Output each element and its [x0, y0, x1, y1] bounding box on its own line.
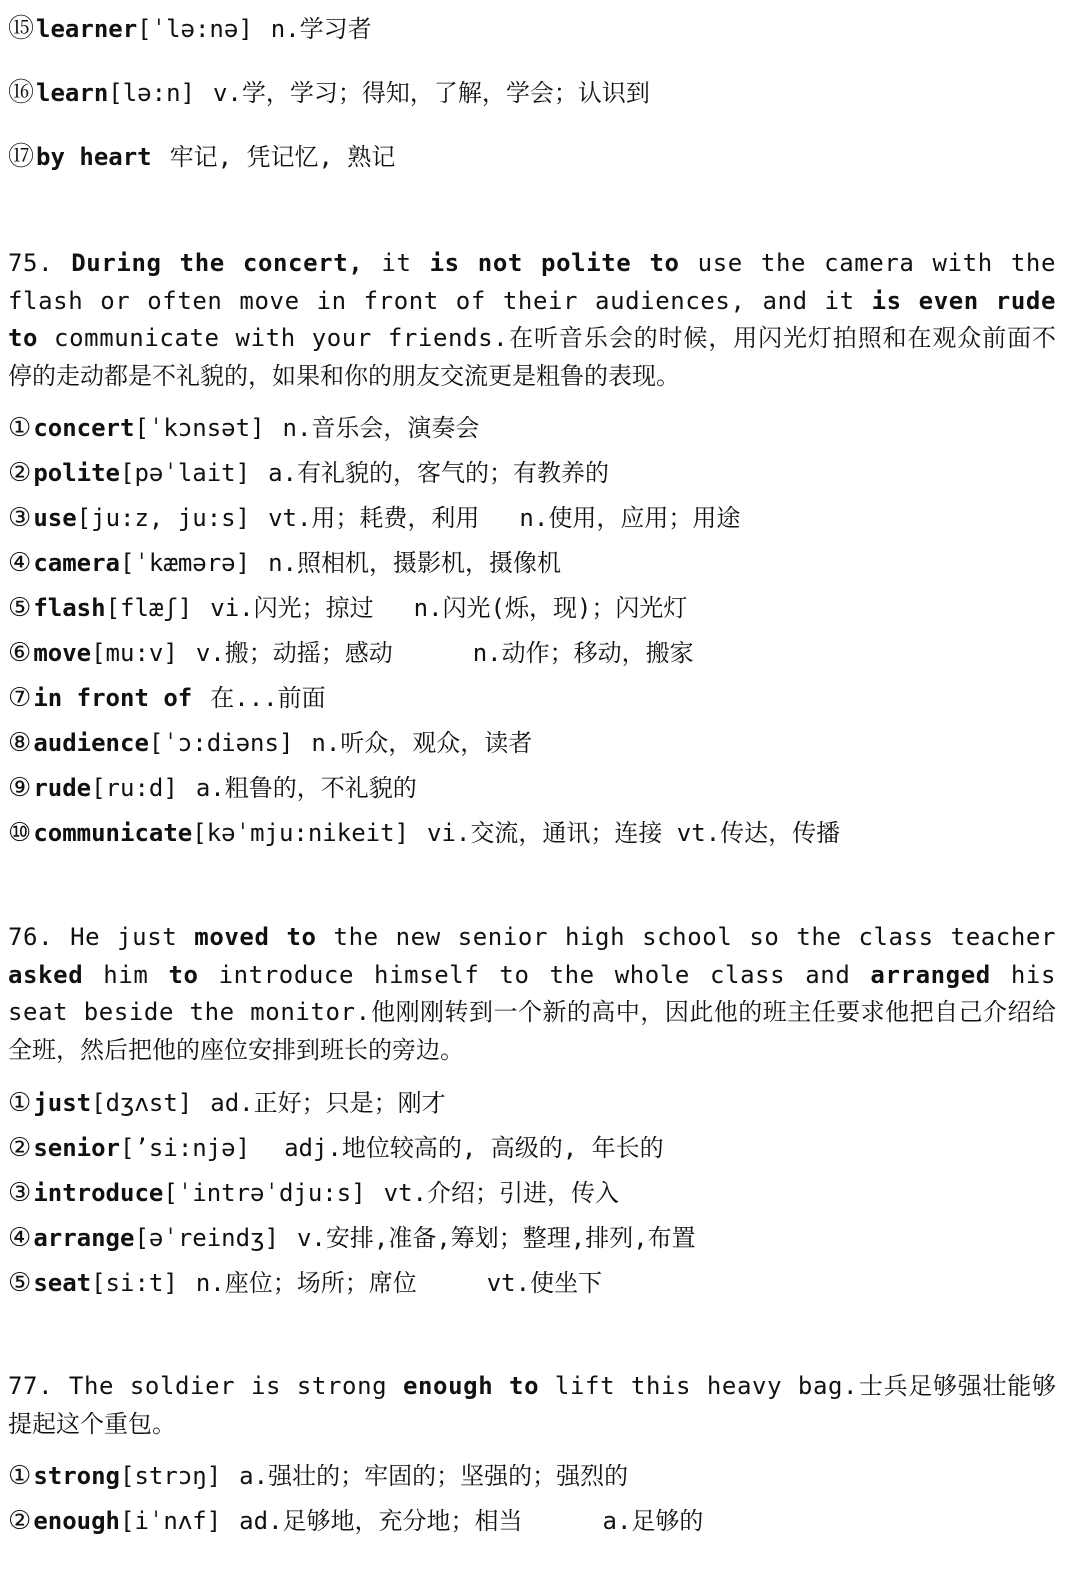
- entry-definition: n.照相机，摄影机，摄像机: [268, 549, 561, 577]
- entry-definition: n.听众，观众，读者: [311, 729, 533, 757]
- entry-definition: adj.地位较高的, 高级的, 年长的: [284, 1134, 664, 1162]
- entry-word: learn: [36, 79, 109, 107]
- entry-definition: n.座位；场所；席位: [195, 1269, 417, 1297]
- sentence-text: communicate with your friends.: [38, 324, 509, 352]
- sentence-key-phrase: During the concert,: [71, 249, 364, 277]
- entry-number: ②: [8, 458, 32, 488]
- sentence-key-phrase: enough to: [402, 1372, 540, 1400]
- entry-word: rude: [33, 774, 92, 802]
- entry-definition: v.搬；动摇；感动: [195, 639, 393, 667]
- entry-number: ⑰: [8, 142, 35, 172]
- entry-definition: vi.闪光；掠过: [210, 594, 374, 622]
- sentence-translation: 在听音乐会的时候，用闪光灯拍照和在观众前面不停的走动都是不礼貌的，如果和你的朋友交流更是粗鲁的表现。: [8, 324, 1056, 390]
- sentence-key-phrase: to: [168, 960, 199, 989]
- entry-definition: a.有礼貌的，客气的；有教养的: [268, 459, 609, 487]
- vocab-entry: [8, 548, 561, 578]
- entry-phonetic: [əˈreindʒ]: [134, 1224, 279, 1252]
- entry-phonetic: [kəˈmju:nikeit]: [192, 819, 410, 847]
- entry-number: ⑧: [8, 728, 32, 758]
- vocab-entry: [8, 1223, 696, 1253]
- sentence-text: 76. He just: [8, 923, 195, 951]
- entry-word: arrange: [33, 1224, 135, 1252]
- entry-phonetic: [pəˈlait]: [120, 459, 251, 487]
- sentence-text: introduce himself to the whole class and: [198, 960, 871, 989]
- vocab-entry: [8, 142, 395, 172]
- entry-definition-2: a.足够的: [602, 1507, 704, 1535]
- entry-definition: ad.足够地，充分地；相当: [239, 1507, 523, 1535]
- entry-phonetic: [si:t]: [91, 1269, 178, 1297]
- entry-number: ①: [8, 413, 32, 443]
- entry-phonetic: [ru:d]: [91, 774, 178, 802]
- entry-phonetic: [flæʃ]: [105, 594, 193, 622]
- sentence-75: [8, 245, 1056, 395]
- entry-phonetic: [iˈnʌf]: [120, 1507, 222, 1535]
- vocab-entry: [8, 1506, 703, 1536]
- entry-number: ④: [8, 1223, 32, 1253]
- entry-definition: a.粗鲁的，不礼貌的: [195, 774, 417, 802]
- entry-number: ⑩: [8, 818, 32, 848]
- entry-definition: vt.用；耗费，利用: [268, 504, 480, 532]
- entry-word: camera: [33, 549, 121, 577]
- entry-phonetic: [ˈlə:nə]: [137, 15, 253, 43]
- entry-word: seat: [33, 1269, 92, 1297]
- vocab-entry: [8, 413, 479, 443]
- sentence-77: [8, 1368, 1056, 1443]
- entry-definition: n.音乐会，演奏会: [282, 414, 480, 442]
- entry-definition-2: n.动作；移动，搬家: [472, 639, 694, 667]
- sentence-text: the new senior high school so the class teacher: [316, 923, 1056, 951]
- vocab-entry: [8, 683, 326, 713]
- vocab-entry: [8, 78, 650, 108]
- sentence-text: him: [83, 960, 169, 989]
- entry-word: concert: [33, 414, 135, 442]
- entry-phonetic: [mu:v]: [91, 639, 178, 667]
- entry-definition: 在...前面: [210, 684, 326, 712]
- sentence-key-phrase: moved to: [194, 923, 317, 951]
- entry-word: polite: [33, 459, 121, 487]
- entry-word: enough: [33, 1507, 121, 1535]
- entry-phonetic: [ˈkæmərə]: [120, 549, 251, 577]
- entry-definition: ad.正好；只是；刚才: [210, 1089, 446, 1117]
- entry-number: ⑮: [8, 14, 35, 44]
- entry-word: introduce: [33, 1179, 164, 1207]
- entry-number: ③: [8, 1178, 32, 1208]
- sentence-key-phrase: asked: [8, 960, 84, 989]
- entry-definition: vt.介绍；引进，传入: [383, 1179, 620, 1207]
- entry-number: ⑦: [8, 683, 32, 713]
- entry-number: ④: [8, 548, 32, 578]
- entry-definition: 牢记, 凭记忆, 熟记: [169, 143, 396, 171]
- entry-phonetic: [ˈintrəˈdju:s]: [163, 1179, 366, 1207]
- entry-number: ⑯: [8, 78, 35, 108]
- sentence-text: lift this heavy bag.: [539, 1372, 859, 1400]
- entry-definition: v.安排,准备,筹划；整理,排列,布置: [296, 1224, 696, 1252]
- entry-phonetic: [dʒʌst]: [91, 1089, 193, 1117]
- sentence-text: use the camera with the flash or often move in front of their audiences, and it: [8, 249, 1057, 315]
- sentence-key-phrase: is even rude to: [8, 286, 1056, 352]
- entry-word: strong: [33, 1462, 121, 1490]
- entry-definition: n.学习者: [270, 15, 372, 43]
- entry-word: learner: [36, 15, 138, 43]
- sentence-translation: 他刚刚转到一个新的高中，因此他的班主任要求他把自己介绍给全班，然后把他的座位安排到班长的旁边。: [8, 998, 1057, 1064]
- entry-phonetic: [ˈkɔnsət]: [134, 414, 265, 442]
- entry-number: ③: [8, 503, 32, 533]
- sentence-key-phrase: arranged: [870, 960, 991, 989]
- vocab-entry: [8, 1268, 602, 1298]
- entry-phonetic: [ju:z, ju:s]: [76, 504, 251, 532]
- vocab-entry: [8, 14, 372, 44]
- entry-number: ②: [8, 1133, 32, 1163]
- entry-number: ⑨: [8, 773, 32, 803]
- entry-number: ⑥: [8, 638, 32, 668]
- sentence-text: his seat beside the monitor.: [8, 960, 1056, 1026]
- vocab-entry: [8, 818, 840, 848]
- vocab-entry: [8, 1178, 619, 1208]
- entry-number: ①: [8, 1461, 32, 1491]
- entry-word: move: [33, 639, 92, 667]
- vocab-entry: [8, 1088, 446, 1118]
- entry-word: by heart: [36, 143, 152, 171]
- entry-word: just: [33, 1089, 92, 1117]
- entry-phonetic: [’si:njə]: [120, 1134, 251, 1162]
- vocab-entry: [8, 773, 417, 803]
- entry-definition: v.学，学习；得知，了解，学会；认识到: [212, 79, 650, 107]
- entry-word: flash: [33, 594, 106, 622]
- entry-number: ②: [8, 1506, 32, 1536]
- sentence-translation: 士兵足够强壮能够提起这个重包。: [8, 1372, 1056, 1438]
- entry-definition-2: vt.使坐下: [486, 1269, 603, 1297]
- vocab-entry: [8, 638, 694, 668]
- entry-number: ⑤: [8, 593, 32, 623]
- vocab-entry: [8, 458, 609, 488]
- sentence-text: it: [363, 249, 430, 277]
- entry-definition: vi.交流，通讯；连接 vt.传达，传播: [427, 819, 841, 847]
- entry-phonetic: [ˈɔ:diəns]: [148, 729, 294, 757]
- entry-number: ①: [8, 1088, 32, 1118]
- sentence-text: 77. The soldier is strong: [8, 1372, 403, 1400]
- entry-phonetic: [strɔŋ]: [120, 1462, 222, 1490]
- sentence-76: [8, 919, 1056, 1069]
- entry-word: senior: [33, 1134, 121, 1162]
- entry-definition-2: n.闪光(烁，现)；闪光灯: [413, 594, 688, 622]
- entry-definition: a.强壮的；牢固的；坚强的；强烈的: [239, 1462, 629, 1490]
- sentence-key-phrase: is not polite to: [429, 249, 680, 277]
- entry-number: ⑤: [8, 1268, 32, 1298]
- entry-phonetic: [lə:n]: [108, 79, 195, 107]
- entry-word: communicate: [33, 819, 193, 847]
- vocab-entry: [8, 593, 687, 623]
- entry-definition-2: n.使用，应用；用途: [519, 504, 741, 532]
- entry-word: in front of: [33, 684, 193, 712]
- vocab-entry: [8, 728, 532, 758]
- vocab-entry: [8, 1133, 664, 1163]
- entry-word: use: [33, 504, 77, 532]
- vocab-entry: [8, 1461, 628, 1491]
- sentence-text: 75.: [8, 249, 72, 277]
- vocab-entry: [8, 503, 740, 533]
- entry-word: audience: [33, 729, 149, 757]
